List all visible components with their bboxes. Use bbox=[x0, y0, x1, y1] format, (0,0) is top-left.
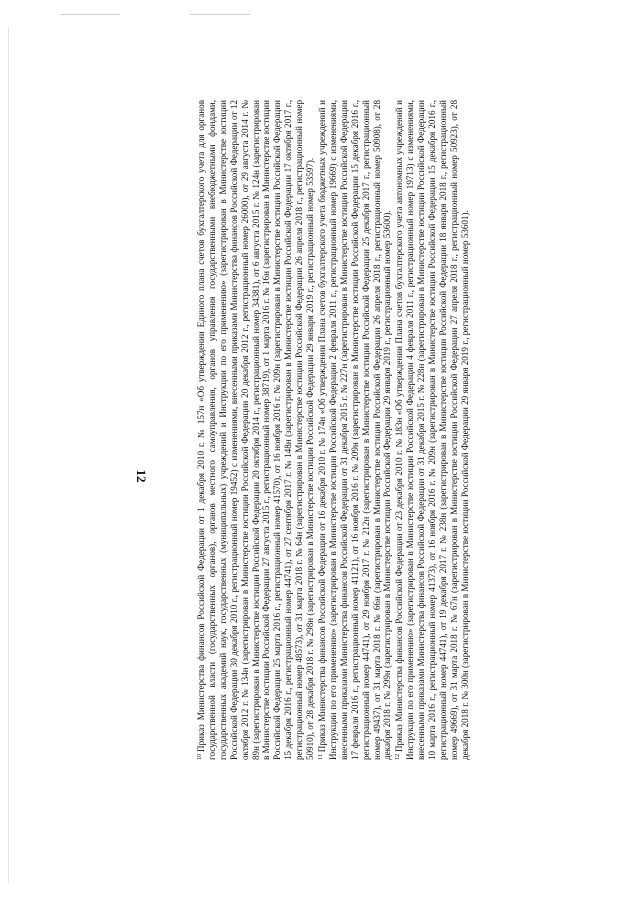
footnote-12 bbox=[393, 100, 470, 760]
footnote-text: Приказ Министерства финансов Российской Федерации от 16 декабря 2010 г. № 174н «Об утверждении Плана счетов бухгалтерского учета бюджетных учреждений и Инструкции по его применению» (зарегистрирован в Министерстве юстиции Российской Федерации 2 февраля 2011 г., регистрационный номер 19669) с изменениями, внесенными приказами Министерства финансов Российской Федерации от 31 декабря 2015 г. № 227н (зарегистрирован в Министерстве юстиции Российской Федерации 17 февраля 2016 г., регистрационный номер 41121), от 16 ноября 2016 г. № 209н (зарегистрирован в Министерстве юстиции Российской Федерации 15 декабря 2016 г., регистрационный номер 44741), от 29 ноября 2017 г. № 212н (зарегистрирован в Министерстве юстиции Российской Федерации 25 декабря 2017 г., регистрационный номер 49437), от 31 марта 2018 г. № 66н (зарегистрирован в Министерстве юстиции Российской Федерации 26 апреля 2018 г., регистрационный номер 50908), от 28 декабря 2018 г. № 299н (зарегистрирован в Министерстве юстиции Российской Федерации 29 января 2019 г., регистрационный номер 53600). bbox=[316, 100, 393, 760]
page-number: 12 bbox=[134, 469, 149, 483]
footnote-text: Приказ Министерства финансов Российской Федерации от 23 декабря 2010 г. № 183н «Об утверждении Плана счетов бухгалтерского учета автономных учреждений и Инструкции по его применению» (зарегистрирован в Министерстве юстиции Российской Федерации 4 февраля 2011 г., регистрационный номер 19713) с изменениями, внесенными приказами Министерства финансов Российской Федерации от 31 декабря 2015 г. № 228н (зарегистрирован в Министерстве юстиции Российской Федерации 10 марта 2016 г., регистрационный номер 41373), от 16 ноября 2016 г. № 209н (зарегистрирован в Министерстве юстиции Российской Федерации 15 декабря 2016 г., регистрационный номер 44741), от 19 декабря 2017 г. № 238н (зарегистрирован в Министерстве юстиции Российской Федерации 18 января 2018 г., регистрационный номер 49669), от 31 марта 2018 г. № 67н (зарегистрирован в Министерстве юстиции Российской Федерации 27 апреля 2018 г., регистрационный номер 50923), от 28 декабря 2018 г. № 300н (зарегистрирован в Министерстве юстиции Российской Федерации 29 января 2019 г., регистрационный номер 53601). bbox=[394, 100, 470, 760]
footnotes-block bbox=[195, 100, 471, 760]
top-rule-left bbox=[60, 14, 120, 15]
footnote-10 bbox=[195, 100, 316, 760]
footnote-number: 11 bbox=[317, 754, 324, 760]
rotated-page-content bbox=[195, 100, 495, 760]
top-rule-right bbox=[190, 14, 250, 15]
footnote-number: 10 bbox=[197, 754, 203, 760]
footnote-number: 12 bbox=[395, 754, 402, 760]
scan-edge-line bbox=[8, 28, 9, 883]
footnote-11 bbox=[316, 100, 393, 760]
footnote-text: Приказ Министерства финансов Российской Федерации от 1 декабря 2010 г. № 157н «Об утверждении Единого плана счетов бухгалтерского учета для органов государственной власти (государственных органов), органов местного самоуправления, органов управления государственными внебюджетными фондами, государственных академий наук, государственных (муниципальных) учреждений и Инструкции по его применению» (зарегистрирован в Министерстве юстиции Российской Федерации 30 декабря 2010 г., регистрационный номер 19452) с изменениями, внесенными приказами Министерства финансов Российской Федерации от 12 октября 2012 г. № 134н (зарегистрирован в Министерстве юстиции Российской Федерации 20 декабря 2012 г., регистрационный номер 26000), от 29 августа 2014 г. № 89н (зарегистрирован в Министерстве юстиции Российской Федерации 20 октября 2014 г., регистрационный номер 34381), от 6 августа 2015 г. № 124н (зарегистрирован в Министерстве юстиции Российской Федерации 27 августа 2015 г., регистрационный номер 38719), от 1 марта 2016 г. № 16н (зарегистрирован в Министерстве юстиции Российской Федерации 25 марта 2016 г., регистрационный номер 41570), от 16 ноября 2016 г. № 209н (зарегистрирован в Министерстве юстиции Российской Федерации 15 декабря 2016 г., регистрационный номер 44741), от 27 сентября 2017 г. № 148н (зарегистрирован в Министерстве юстиции Российской Федерации 17 октября 2017 г., регистрационный номер 48573), от 31 марта 2018 г. № 64н (зарегистрирован в Министерстве юстиции Российской Федерации 26 апреля 2018 г., регистрационный номер 50910), от 28 декабря 2018 г. № 298н (зарегистрирован в Министерстве юстиции Российской Федерации 29 января 2019 г., регистрационный номер 53597). bbox=[196, 100, 316, 760]
rotated-page-inner bbox=[195, 100, 495, 760]
